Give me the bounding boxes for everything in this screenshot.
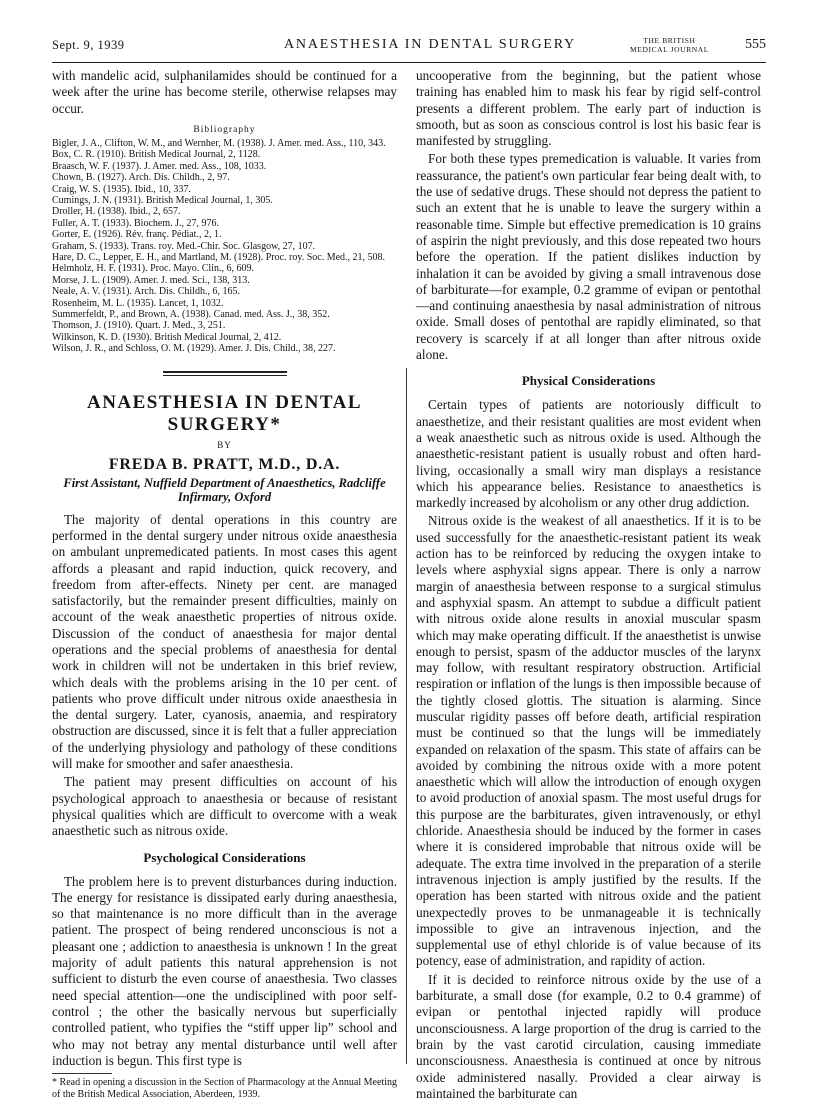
previous-article-ending: with mandelic acid, sulphanilamides should be continued for a week after the urine has become sterile, otherwise relapses may occur. [52,68,397,116]
paragraph: Certain types of patients are notoriously difficult to anaesthetize, and their resistant qualities are most evident when a weak anaesthetic such as nitrous oxide is used. Although the anaesthetic-resistant patient is usually robust and often hard-living, occasionally a small wiry man displays a resistance which his appearance belies. Resistance to anaesthetics is markedly increased by alcoholism or any other drug addiction. [416,397,761,511]
bibliography-heading: Bibliography [193,124,256,135]
bibliography-entry: Wilson, J. R., and Schloss, O. M. (1929). Amer. J. Dis. Child., 38, 227. [52,343,336,355]
bibliography-entry: Bigler, J. A., Clifton, W. M., and Wernher, M. (1938). J. Amer. med. Ass., 110, 343. [52,137,386,149]
bibliography-entry: Droller, H. (1938). Ibid., 2, 657. [52,206,181,218]
paragraph: The patient may present difficulties on account of his psychological approach to anaesthesia or because of resistant physical qualities which are difficult to overcome with a weak anaesthetic such as nitrous oxide. [52,774,397,839]
paragraph: The problem here is to prevent disturbances during induction. The energy for resistance is dissipated early during anaesthesia, so that maintenance is no more difficult than in the average patient. The prospect of being rendered unconscious is not a pleasant one ; addiction to anaesthesia is unknown ! In the great majority of adult patients this natural apprehension is not sufficient to disturb the even course of anaesthesia. Two classes need special attention—one the undisciplined with poor self-control ; the other the basically nervous but superficially controlled patient, who typifies the “stiff upper lip” school and who may not betray any mental disturbance until well after induction is begun. This first type is [52,873,397,1068]
bibliography-entry: Summerfeldt, P., and Brown, A. (1938). Canad. med. Ass. J., 38, 352. [52,308,330,320]
bibliography-entry: Box, C. R. (1910). British Medical Journal, 2, 1128. [52,149,261,161]
bibliography-entry: Hare, D. C., Lepper, E. H., and Martland, M. (1928). Proc. roy. Soc. Med., 21, 508. [52,251,386,263]
paragraph: The majority of dental operations in this country are performed in the dental surgery under nitrous oxide anaesthesia on ambulant unpremedicated patients. In most cases this agent affords a pleasant and rapid induction, quick recovery, and freedom from after-effects. Ninety per cent. are managed satisfactorily, but the remainder present difficulties, mainly on account of the weak anaesthetic properties of nitrous oxide. Discussion of the conduct of anaesthesia for major dental operations and the special problems of anaesthesia for dental work in children will not be undertaken in this brief review, which deals with the problems arising in the 10 per cent. of patients who prove difficult under nitrous oxide anaesthesia in the dental surgery. Later, cyanosis, anaemia, and respiratory obstruction are discussed, since it is felt that a fuller appreciation of the underlying physiology and pathology of these conditions will make for smoother and safer anaesthesia. [52,511,397,772]
paragraph: For both these types premedication is valuable. It varies from reassurance, the patient's own particular fear being dealt with, to the use of sedative drugs. These should not depress the patient to such an extent that he is unable to leave the surgery within a reasonable time. Simple but effective premedication is 10 grains of aspirin the night previously, and this dose repeated two hours before the operation. If the patient dislikes induction by inhalation it can be avoided by giving a small intravenous dose of barbiturate—for example, 0.2 gramme of evipan or pentothal—and continuing anaesthesia by nasal administration of nitrous oxide. Small doses of pentothal are rapidly eliminated, so that recovery is scarcely if at all longer than after nitrous oxide alone. [416,151,761,363]
page-number: 555 [745,37,766,52]
bibliography-entry: Morse, J. L. (1909). Amer. J. med. Sci., 138, 313. [52,274,250,286]
bibliography-entry: Cumings, J. N. (1931). British Medical Journal, 1, 305. [52,194,273,206]
bibliography-entry: Thomson, J. (1910). Quart. J. Med., 3, 251. [52,320,226,332]
author-affiliation: First Assistant, Nuffield Department of Anaesthetics, Radcliffe Infirmary, Oxford [63,475,386,504]
section-divider-rule [163,371,287,376]
paragraph: Nitrous oxide is the weakest of all anaesthetics. If it is to be used successfully for the anaesthetic-resistant patient its weak action has to be reinforced by reducing the oxygen intake to levels where asphyxial signs appear. There is only a narrow margin of anaesthesia between response to a surgical stimulus and asphyxial spasm. An attempt to subdue a difficult patient with nitrous oxide alone results in anoxial muscular spasm which may make operating difficult. If the anaesthetist is unwise enough to persist, spasm of the adductor muscles of the larynx may follow, with resultant respiratory obstruction. Artificial respiration or inflation of the lungs is then impossible because of the tightly closed glottis. The situation is alarming. Since muscular rigidity passes off before death, artificial respiration must be continued so that the lungs will be immediately expanded on relaxation of the spasm. This state of affairs can be avoided by combining the nitrous oxide with a more potent anaesthetic which will allow the introduction of enough oxygen to avoid production of anoxial spasm. The most useful drugs for this purpose are the barbiturates, given intravenously, or ethyl chloride. Anaesthesia should be induced by the former in cases where it is considered improbable that nitrous oxide will be adequate. The extra time involved in the preparation of a sterile intravenous injection is amply justified by the results. If the operation has been started with nitrous oxide and the patient unexpectedly proves to be unmanageable it is technically impossible to give an intravenous injection, and the supplemental use of ethyl chloride is of value because of its potency, ease of administration, and rapidity of action. [416,513,761,969]
left-column [52,68,397,1100]
bibliography-entry: Chown, B. (1927). Arch. Dis. Childh., 2, 97. [52,172,230,184]
bibliography-entry: Craig, W. S. (1935). Ibid., 10, 337. [52,183,191,195]
byline-by: BY [217,439,232,450]
column-divider [406,368,407,1064]
bibliography-entry: Helmholz, H. F. (1931). Proc. Mayo. Clin., 6, 609. [52,263,254,275]
bibliography-entry: Fuller, A. T. (1933). Biochem. J., 27, 976. [52,217,219,229]
bibliography-entry: Neale, A. V. (1931). Arch. Dis. Childh., 6, 165. [52,286,240,298]
journal-name-line1: THE BRITISH [643,36,696,45]
right-column [416,68,761,1104]
footnote-rule [52,1073,112,1074]
author-name: FREDA B. PRATT, M.D., D.A. [108,455,341,473]
bibliography-entry: Rosenheim, M. L. (1935). Lancet, 1, 1032. [52,297,224,309]
journal-name [630,36,709,54]
bibliography-entry: Braasch, W. F. (1937). J. Amer. med. Ass., 108, 1033. [52,160,267,172]
footnote: * Read in opening a discussion in the Section of Pharmacology at the Annual Meeting of the British Medical Association, Aberdeen, 1939. [52,1077,397,1100]
paragraph: If it is decided to reinforce nitrous oxide by the use of a barbiturate, a small dose (for example, 0.2 to 0.4 gramme) of evipan or pentothal injected rapidly will produce unconsciousness. A large proportion of the drug is carried to the brain by the vast carotid circulation, causing immediate unconsciousness. Anaesthesia is continued at once by nitrous oxide administered nasally. Provided a clear airway is maintained the barbiturate can [416,971,761,1101]
journal-name-line2: MEDICAL JOURNAL [630,45,709,54]
bibliography-entry: Wilkinson, K. D. (1930). British Medical Journal, 2, 412. [52,331,282,343]
running-header [52,36,766,63]
section-heading-psychological: Psychological Considerations [143,849,306,865]
bibliography-entry: Graham, S. (1933). Trans. roy. Med.-Chir. Soc. Glasgow, 27, 107. [52,240,316,252]
article-title: ANAESTHESIA IN DENTAL SURGERY* [86,391,363,435]
running-title: ANAESTHESIA IN DENTAL SURGERY [284,37,577,52]
bibliography-list [52,138,397,355]
paragraph: uncooperative from the beginning, but the patient whose training has enabled him to mask his fear by rigid self-control presents a different problem. The early part of induction is smooth, but as soon as conscious control is lost his basic fear is manifested by struggling. [416,68,761,149]
section-heading-physical: Physical Considerations [521,373,656,389]
issue-date: Sept. 9, 1939 [52,38,125,52]
bibliography-entry: Gorter, E. (1926). Rév. franç. Pédiat., 2, 1. [52,229,222,241]
